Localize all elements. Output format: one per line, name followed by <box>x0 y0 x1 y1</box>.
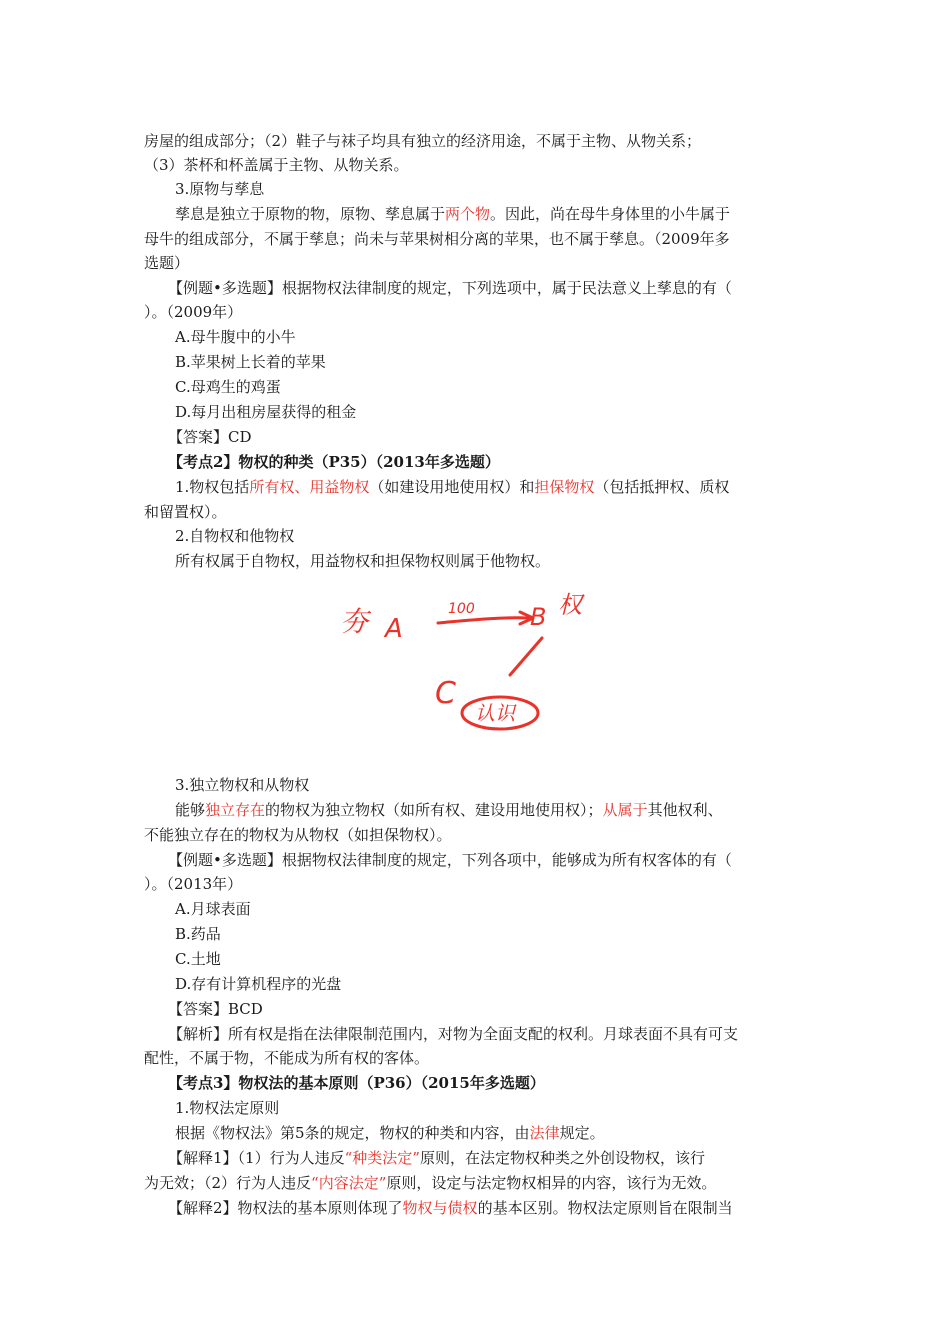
highlight-text: 两个物 <box>445 205 491 223</box>
text-line: 和留置权）。 <box>144 503 227 521</box>
text-line: 母牛的组成部分，不属于孳息；尚未与苹果树相分离的苹果，也不属于孳息。（2009年多 <box>144 230 730 248</box>
highlight-text: 担保物权 <box>534 478 595 496</box>
example-question: 【例题•多选题】根据物权法律制度的规定，下列各项中，能够成为所有权客体的有（ <box>168 851 732 869</box>
text-line: 孳息是独立于原物的物，原物、孳息属于两个物。因此，尚在母牛身体里的小牛属于 <box>175 205 731 223</box>
section-title: 【考点3】物权法的基本原则（P36）（2015年多选题） <box>168 1074 545 1092</box>
section-heading: 2.自物权和他物权 <box>175 527 295 545</box>
explanation: 【解释2】物权法的基本原则体现了物权与债权的基本区别。物权法定原则旨在限制当 <box>168 1199 733 1217</box>
handwritten-label-b: B <box>530 603 547 631</box>
highlight-text: 独立存在 <box>205 801 266 819</box>
highlight-text: 法律 <box>529 1124 560 1142</box>
text-line: 根据《物权法》第5条的规定，物权的种类和内容，由法律规定。 <box>175 1124 605 1142</box>
handwritten-note-left: 夯 <box>340 605 369 638</box>
text-line: 所有权属于自物权，用益物权和担保物权则属于他物权。 <box>175 552 551 570</box>
option-b: B.苹果树上长着的苹果 <box>175 353 326 371</box>
handwritten-note-right: 权 <box>558 591 582 619</box>
handwritten-diagram <box>330 585 620 750</box>
text-line: 能够独立存在的物权为独立物权（如所有权、建设用地使用权）；从属于其他权利、 <box>175 801 723 819</box>
section-heading: 3.独立物权和从物权 <box>175 776 310 794</box>
highlight-text: 从属于 <box>602 801 648 819</box>
explanation: 【解释1】（1）行为人违反“种类法定”原则，在法定物权种类之外创设物权，该行 <box>168 1149 705 1167</box>
text-line: ）。（2009年） <box>144 303 243 321</box>
example-question: 【例题•多选题】根据物权法律制度的规定，下列选项中，属于民法意义上孳息的有（ <box>168 279 732 297</box>
explanation: 【解析】所有权是指在法律限制范围内，对物为全面支配的权利。月球表面不具有可支 <box>168 1025 739 1043</box>
text-line: 为无效；（2）行为人违反“内容法定”原则，设定与法定物权相异的内容，该行为无效。 <box>144 1174 717 1192</box>
text-line: 1.物权包括所有权、用益物权（如建设用地使用权）和担保物权（包括抵押权、质权 <box>175 478 730 496</box>
option-a: A.母牛腹中的小牛 <box>175 328 296 346</box>
section-title: 【考点2】物权的种类（P35）（2013年多选题） <box>168 453 500 471</box>
option-d: D.每月出租房屋获得的租金 <box>175 403 357 421</box>
highlight-text: “内容法定” <box>311 1174 387 1192</box>
section-heading: 1.物权法定原则 <box>175 1099 280 1117</box>
handwritten-sketch <box>330 585 620 750</box>
text-line: 房屋的组成部分；（2）鞋子与袜子均具有独立的经济用途，不属于主物、从物关系； <box>144 132 702 150</box>
option-d: D.存有计算机程序的光盘 <box>175 975 342 993</box>
handwritten-circled-text: 认识 <box>475 701 515 725</box>
option-c: C.母鸡生的鸡蛋 <box>175 378 281 396</box>
text-line: ）。（2013年） <box>144 875 243 893</box>
handwritten-label-a: A <box>385 614 403 644</box>
highlight-text: “种类法定” <box>344 1149 420 1167</box>
option-b: B.药品 <box>175 925 221 943</box>
option-a: A.月球表面 <box>175 900 251 918</box>
highlight-text: 所有权、用益物权 <box>249 478 370 496</box>
link-line <box>510 638 542 675</box>
arrow-line <box>438 618 530 623</box>
handwritten-label-c: C <box>435 676 456 711</box>
answer: 【答案】BCD <box>168 1000 263 1018</box>
text-line: 不能独立存在的物权为从物权（如担保物权）。 <box>144 826 452 844</box>
answer: 【答案】CD <box>168 428 252 446</box>
handwritten-amount: 100 <box>448 601 475 617</box>
option-c: C.土地 <box>175 950 221 968</box>
section-heading: 3.原物与孳息 <box>175 180 265 198</box>
text-line: 选题） <box>144 254 190 272</box>
highlight-text: 物权与债权 <box>402 1199 478 1217</box>
text-line: 配性，不属于物，不能成为所有权的客体。 <box>144 1049 430 1067</box>
text-line: （3）茶杯和杯盖属于主物、从物关系。 <box>144 156 409 174</box>
